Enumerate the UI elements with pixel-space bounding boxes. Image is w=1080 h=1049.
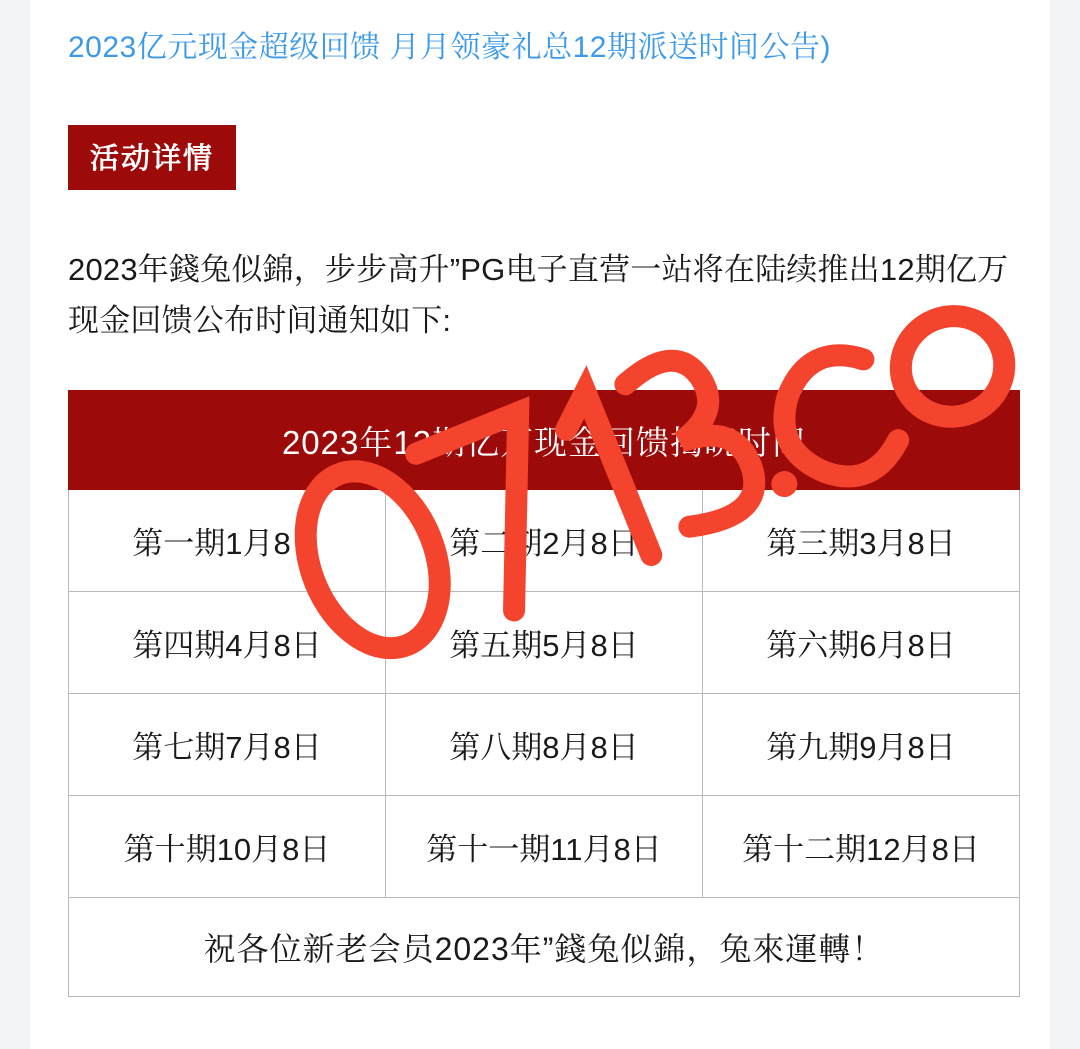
table-footer-message: 祝各位新老会员2023年”錢兔似錦，兔來運轉！ <box>69 898 1020 997</box>
table-cell: 第六期6月8日 <box>703 592 1020 694</box>
table-cell: 第七期7月8日 <box>69 694 386 796</box>
schedule-table <box>68 390 1020 997</box>
table-cell: 第四期4月8日 <box>69 592 386 694</box>
intro-paragraph: 2023年錢兔似錦，步步高升”PG电子直营一站将在陆续推出12期亿万现金回馈公布时间通知如下: <box>68 252 1009 339</box>
table-header-row <box>69 391 1020 490</box>
article-page <box>30 0 1050 1049</box>
table-cell: 第十期10月8日 <box>69 796 386 898</box>
announcement-title-link[interactable]: 2023亿元现金超级回馈 月月领豪礼总12期派送时间公告) <box>68 31 831 64</box>
table-cell: 第十一期11月8日 <box>386 796 703 898</box>
table-cell: 第三期3月8日 <box>703 490 1020 592</box>
table-row <box>69 796 1020 898</box>
table-row <box>69 592 1020 694</box>
table-cell: 第十二期12月8日 <box>703 796 1020 898</box>
table-header-title: 2023年12期亿万现金回馈揭晓时间 <box>69 391 1020 490</box>
table-cell: 第二期2月8日 <box>386 490 703 592</box>
table-cell: 第八期8月8日 <box>386 694 703 796</box>
table-cell: 第五期5月8日 <box>386 592 703 694</box>
table-row <box>69 694 1020 796</box>
section-tag-activity-details: 活动详情 <box>68 125 236 190</box>
table-row <box>69 490 1020 592</box>
table-footer-row <box>69 898 1020 997</box>
table-cell: 第九期9月8日 <box>703 694 1020 796</box>
table-cell: 第一期1月8日 <box>69 490 386 592</box>
